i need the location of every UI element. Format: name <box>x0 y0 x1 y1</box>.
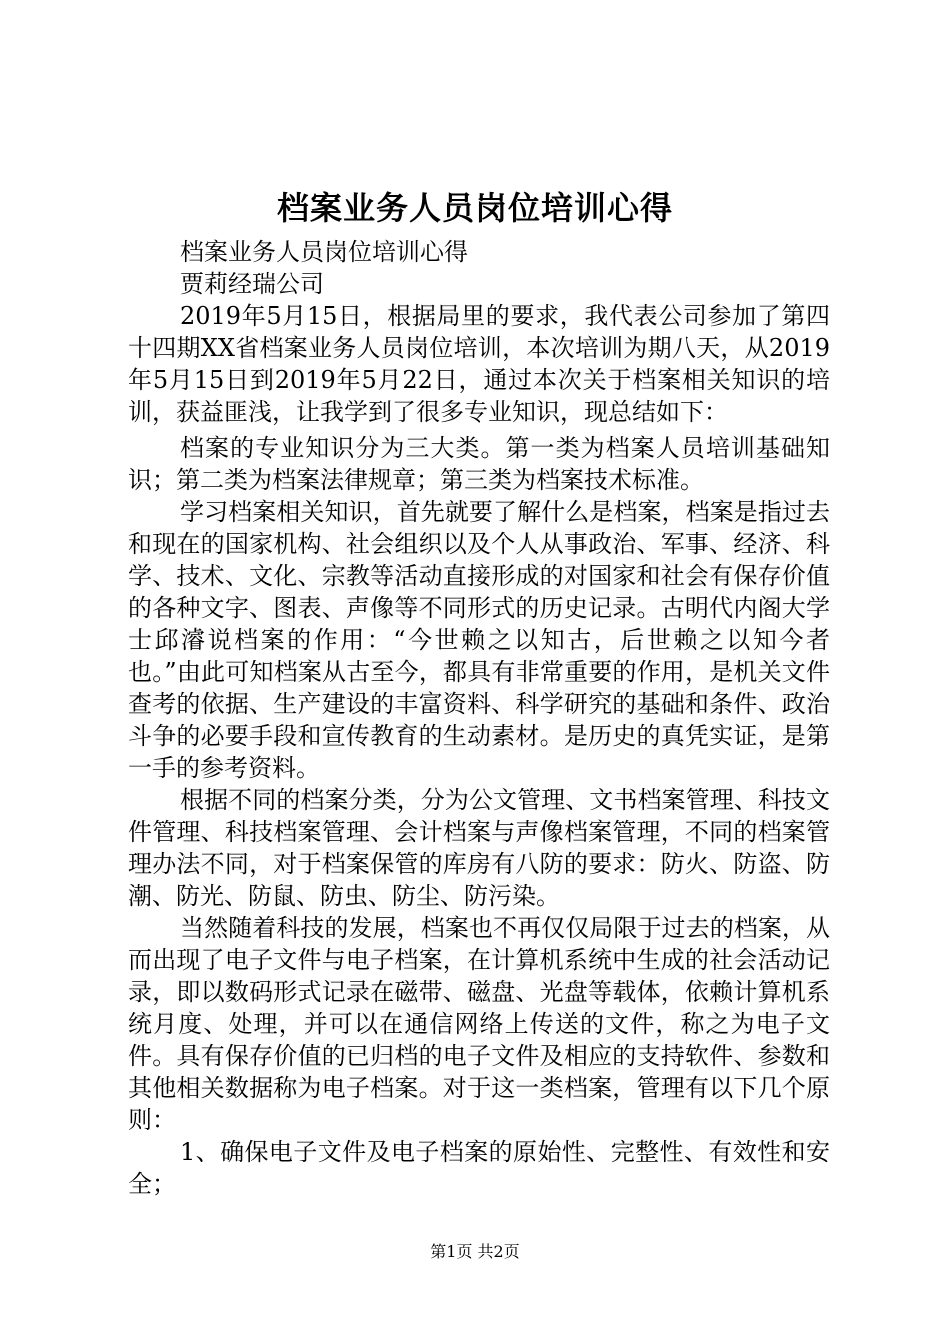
document-body <box>128 236 830 1200</box>
document-title: 档案业务人员岗位培训心得 <box>276 189 673 227</box>
document-author: 贾莉经瑞公司 <box>180 270 324 298</box>
paragraph: 当然随着科技的发展，档案也不再仅仅局限于过去的档案，从而出现了电子文件与电子档案，在计算机系统中生成的社会活动记录，即以数码形式记录在磁带、磁盘、光盘等载体，依赖计算机系统月度、处理，并可以在通信网络上传送的文件，称之为电子文件。具有保存价值的已归档的电子文件及相应的支持软件、参数和其他相关数据称为电子档案。对于这一类档案，管理有以下几个原则： <box>128 914 830 1134</box>
paragraph: 学习档案相关知识，首先就要了解什么是档案，档案是指过去和现在的国家机构、社会组织以及个人从事政治、军事、经济、科学、技术、文化、宗教等活动直接形成的对国家和社会有保存价值的各种文字、图表、声像等不同形式的历史记录。古明代内阁大学士邱濬说档案的作用：“今世赖之以知古，后世赖之以知今者也。”由此可知档案从古至今，都具有非常重要的作用，是机关文件查考的依据、生产建设的丰富资料、科学研究的基础和条件、政治斗争的必要手段和宣传教育的生动素材。是历史的真凭实证，是第一手的参考资料。 <box>128 498 830 782</box>
document-subtitle: 档案业务人员岗位培训心得 <box>180 238 468 266</box>
page-footer: 第1页 共2页 <box>430 1242 520 1261</box>
paragraph: 档案的专业知识分为三大类。第一类为档案人员培训基础知识；第二类为档案法律规章；第三类为档案技术标准。 <box>128 434 830 494</box>
paragraph: 2019年5月15日，根据局里的要求，我代表公司参加了第四十四期XX省档案业务人员岗位培训，本次培训为期八天，从2019年5月15日到2019年5月22日，通过本次关于档案相关知识的培训，获益匪浅，让我学到了很多专业知识，现总结如下： <box>128 302 830 426</box>
paragraph: 根据不同的档案分类，分为公文管理、文书档案管理、科技文件管理、科技档案管理、会计档案与声像档案管理，不同的档案管理办法不同，对于档案保管的库房有八防的要求：防火、防盗、防潮、防光、防鼠、防虫、防尘、防污染。 <box>128 786 830 910</box>
paragraph: 1、确保电子文件及电子档案的原始性、完整性、有效性和安全； <box>128 1138 830 1198</box>
